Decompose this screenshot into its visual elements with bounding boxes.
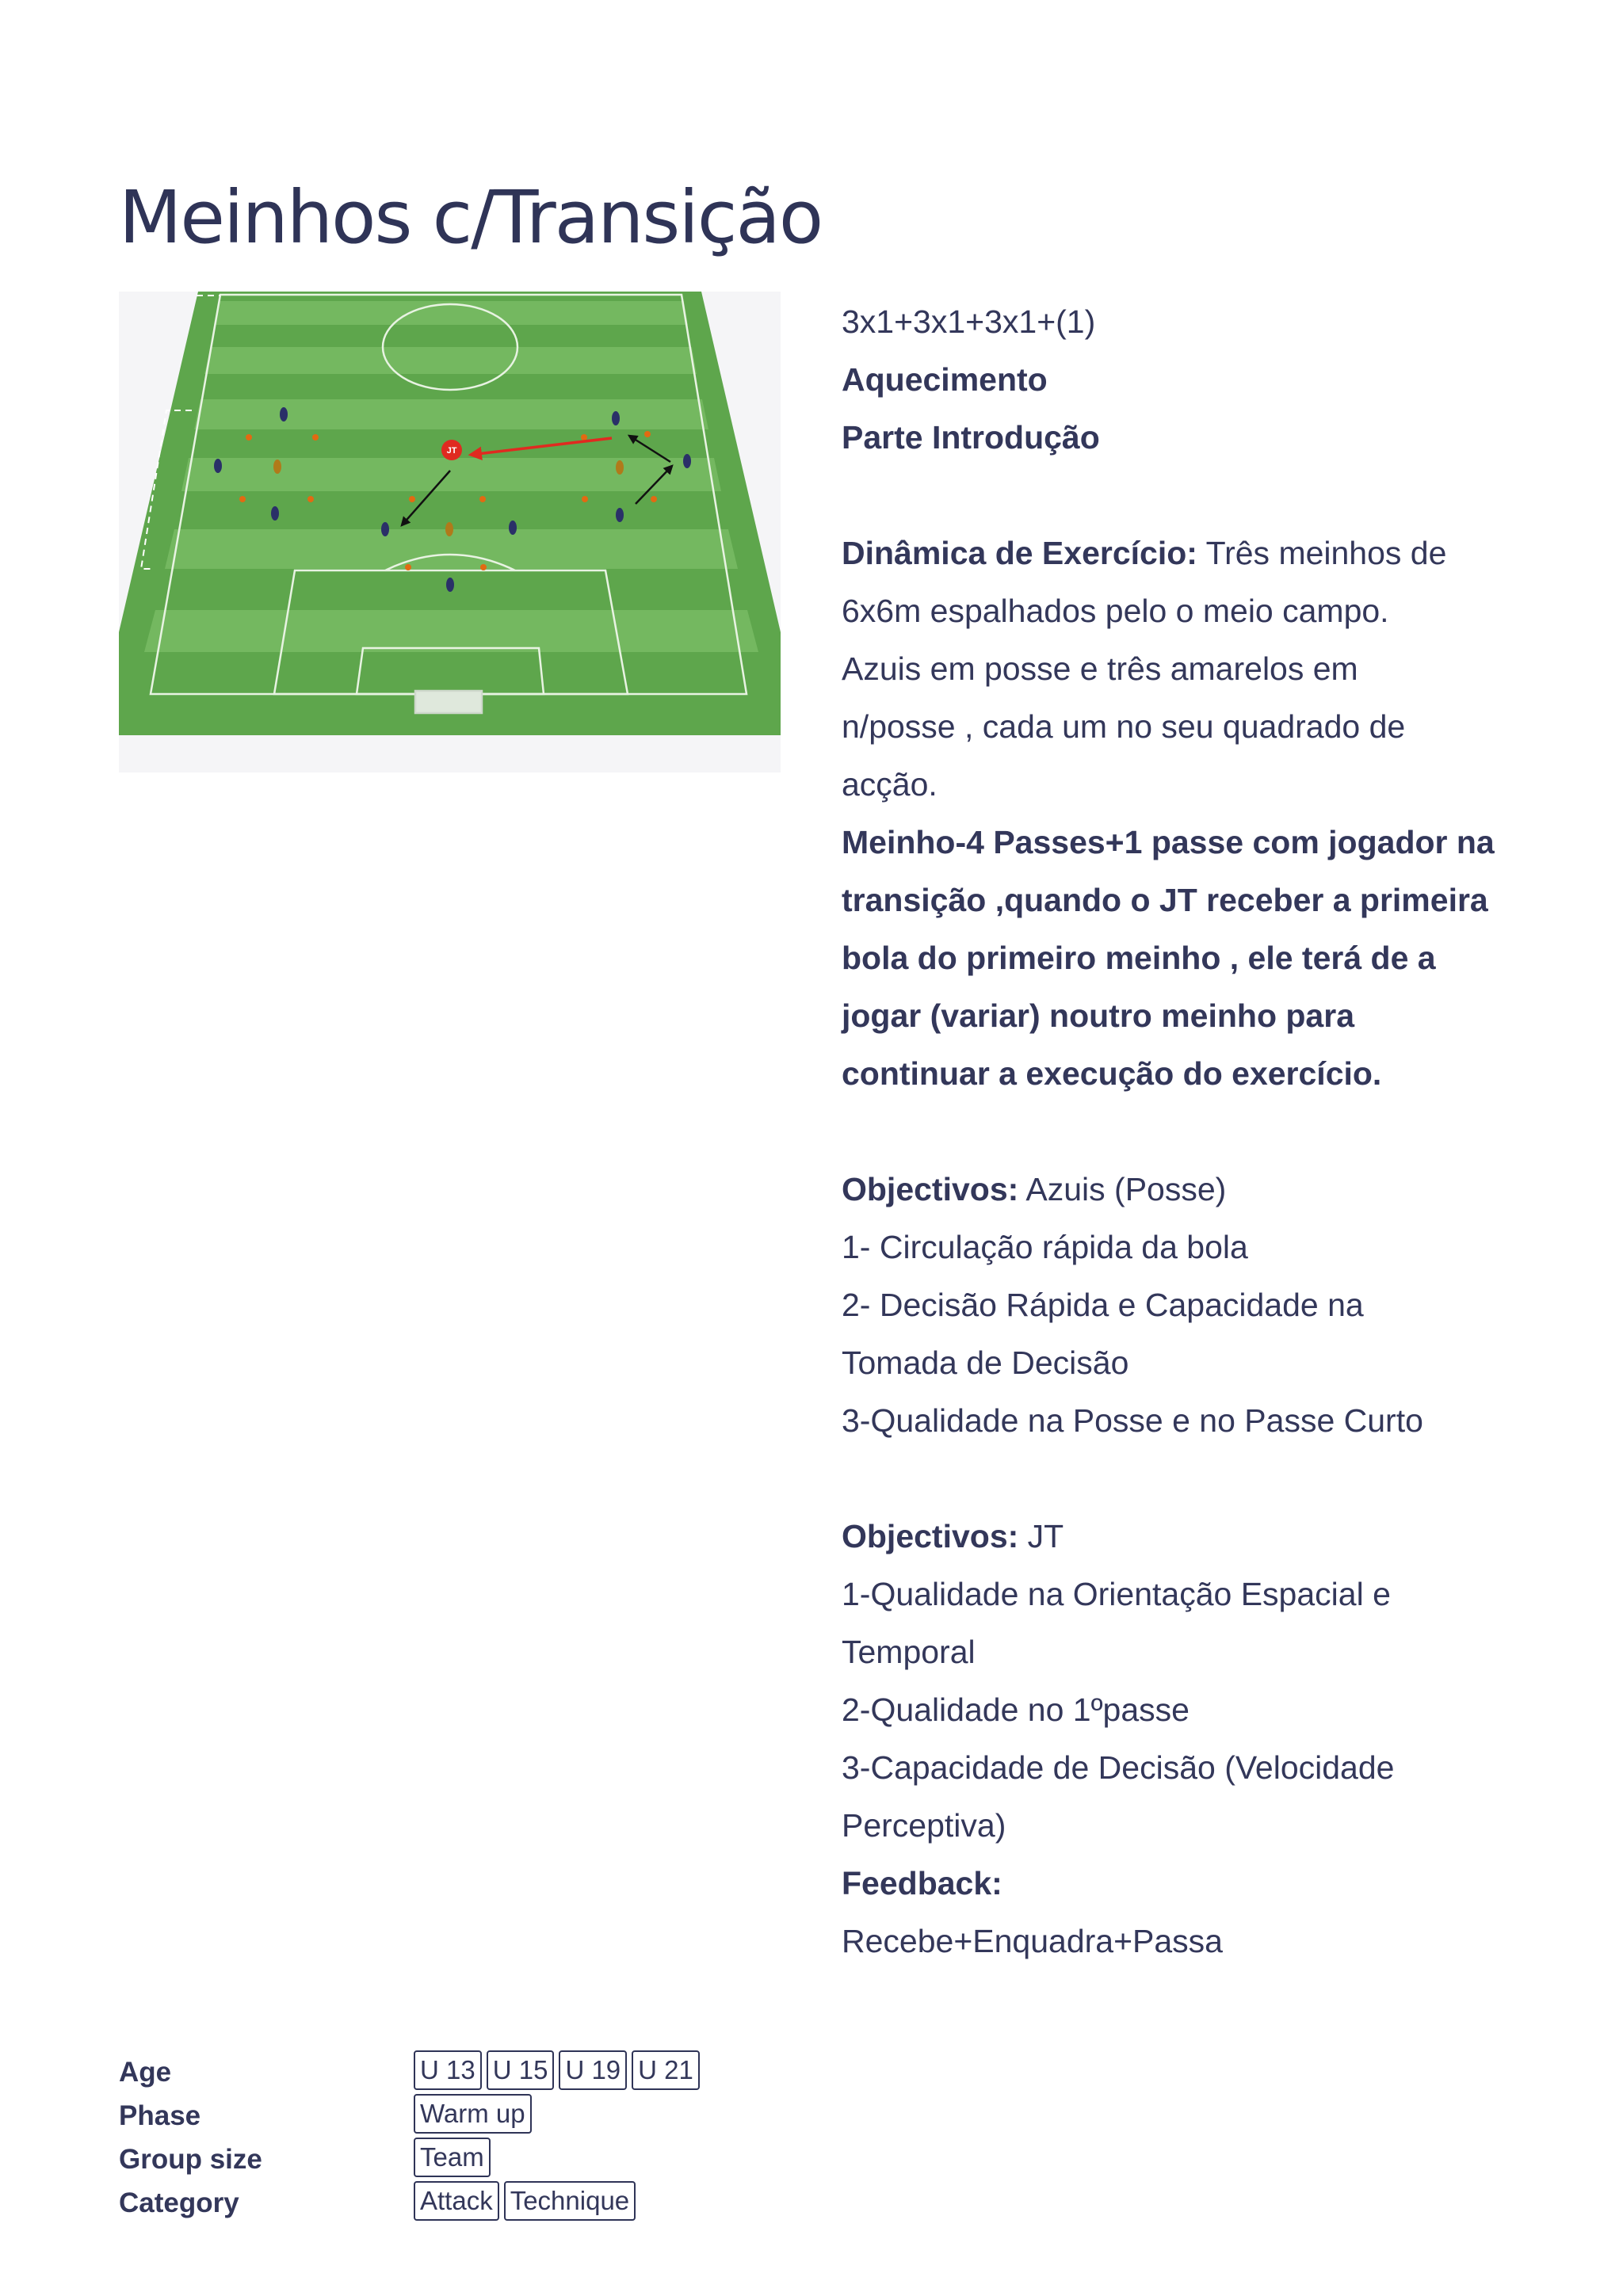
objectives-jt-heading: [842, 1508, 1523, 1566]
age-tag[interactable]: U 19: [559, 2050, 627, 2090]
rule-text: continuar a execução do exercício.: [842, 1055, 1382, 1092]
age-tag[interactable]: U 21: [632, 2050, 700, 2090]
rule-text: Meinho-4 Passes+1 passe com jogador na: [842, 824, 1495, 860]
objective-item: 1-Qualidade na Orientação Espacial e: [842, 1576, 1391, 1612]
dynamics-text: Azuis em posse e três amarelos em: [842, 650, 1358, 687]
objective-item: 2- Decisão Rápida e Capacidade na: [842, 1287, 1364, 1323]
group-size-label: Group size: [119, 2144, 262, 2175]
drill-diagram: [119, 292, 781, 772]
feedback-label: Feedback:: [842, 1865, 1002, 1901]
group-size-tag[interactable]: Team: [414, 2138, 491, 2177]
jt-label: JT: [446, 446, 457, 456]
dynamics-text: Três meinhos de: [1197, 535, 1447, 571]
dynamics-text: 6x6m espalhados pelo o meio campo.: [842, 593, 1389, 629]
feedback-text: Recebe+Enquadra+Passa: [842, 1923, 1223, 1959]
drill-description: [842, 293, 1523, 1970]
objectives-label: Objectivos:: [842, 1518, 1019, 1554]
phase-label: Phase: [119, 2100, 201, 2131]
page-title: Meinhos c/Transição: [119, 175, 823, 260]
objective-item: Temporal: [842, 1634, 976, 1670]
drill-part: Parte Introdução: [842, 419, 1100, 456]
objective-item: Perceptiva): [842, 1807, 1006, 1844]
age-tag[interactable]: U 15: [487, 2050, 555, 2090]
category-tag[interactable]: Attack: [414, 2181, 499, 2221]
phase-tags: [414, 2094, 532, 2134]
jt-marker: [441, 440, 462, 460]
rule-text: bola do primeiro meinho , ele terá de a: [842, 940, 1436, 976]
rule-text: transição ,quando o JT receber a primeira: [842, 882, 1488, 918]
objectives-target: JT: [1018, 1518, 1064, 1554]
drill-format: 3x1+3x1+3x1+(1): [842, 303, 1096, 340]
objectives-label: Objectivos:: [842, 1171, 1019, 1207]
group-size-tags: [414, 2138, 491, 2177]
dynamics-line: [842, 524, 1523, 582]
dynamics-text: acção.: [842, 766, 938, 803]
category-tags: [414, 2181, 636, 2221]
objective-item: 2-Qualidade no 1ºpasse: [842, 1691, 1190, 1728]
objective-item: 1- Circulação rápida da bola: [842, 1229, 1248, 1265]
objective-item: 3-Capacidade de Decisão (Velocidade: [842, 1749, 1395, 1786]
objectives-blue-heading: [842, 1161, 1523, 1219]
objectives-target: Azuis (Posse): [1018, 1171, 1227, 1207]
pitch-diagram: [119, 292, 781, 772]
age-tag[interactable]: U 13: [414, 2050, 482, 2090]
age-label: Age: [119, 2057, 172, 2088]
objective-item: 3-Qualidade na Posse e no Passe Curto: [842, 1402, 1423, 1439]
phase-tag[interactable]: Warm up: [414, 2094, 532, 2134]
dynamics-text: n/posse , cada um no seu quadrado de: [842, 708, 1406, 745]
category-label: Category: [119, 2187, 239, 2218]
age-tags: [414, 2050, 700, 2090]
objective-item: Tomada de Decisão: [842, 1344, 1129, 1381]
category-tag[interactable]: Technique: [504, 2181, 636, 2221]
dynamics-label: Dinâmica de Exercício:: [842, 535, 1197, 571]
drill-phase: Aquecimento: [842, 361, 1048, 398]
rule-text: jogar (variar) noutro meinho para: [842, 997, 1354, 1034]
